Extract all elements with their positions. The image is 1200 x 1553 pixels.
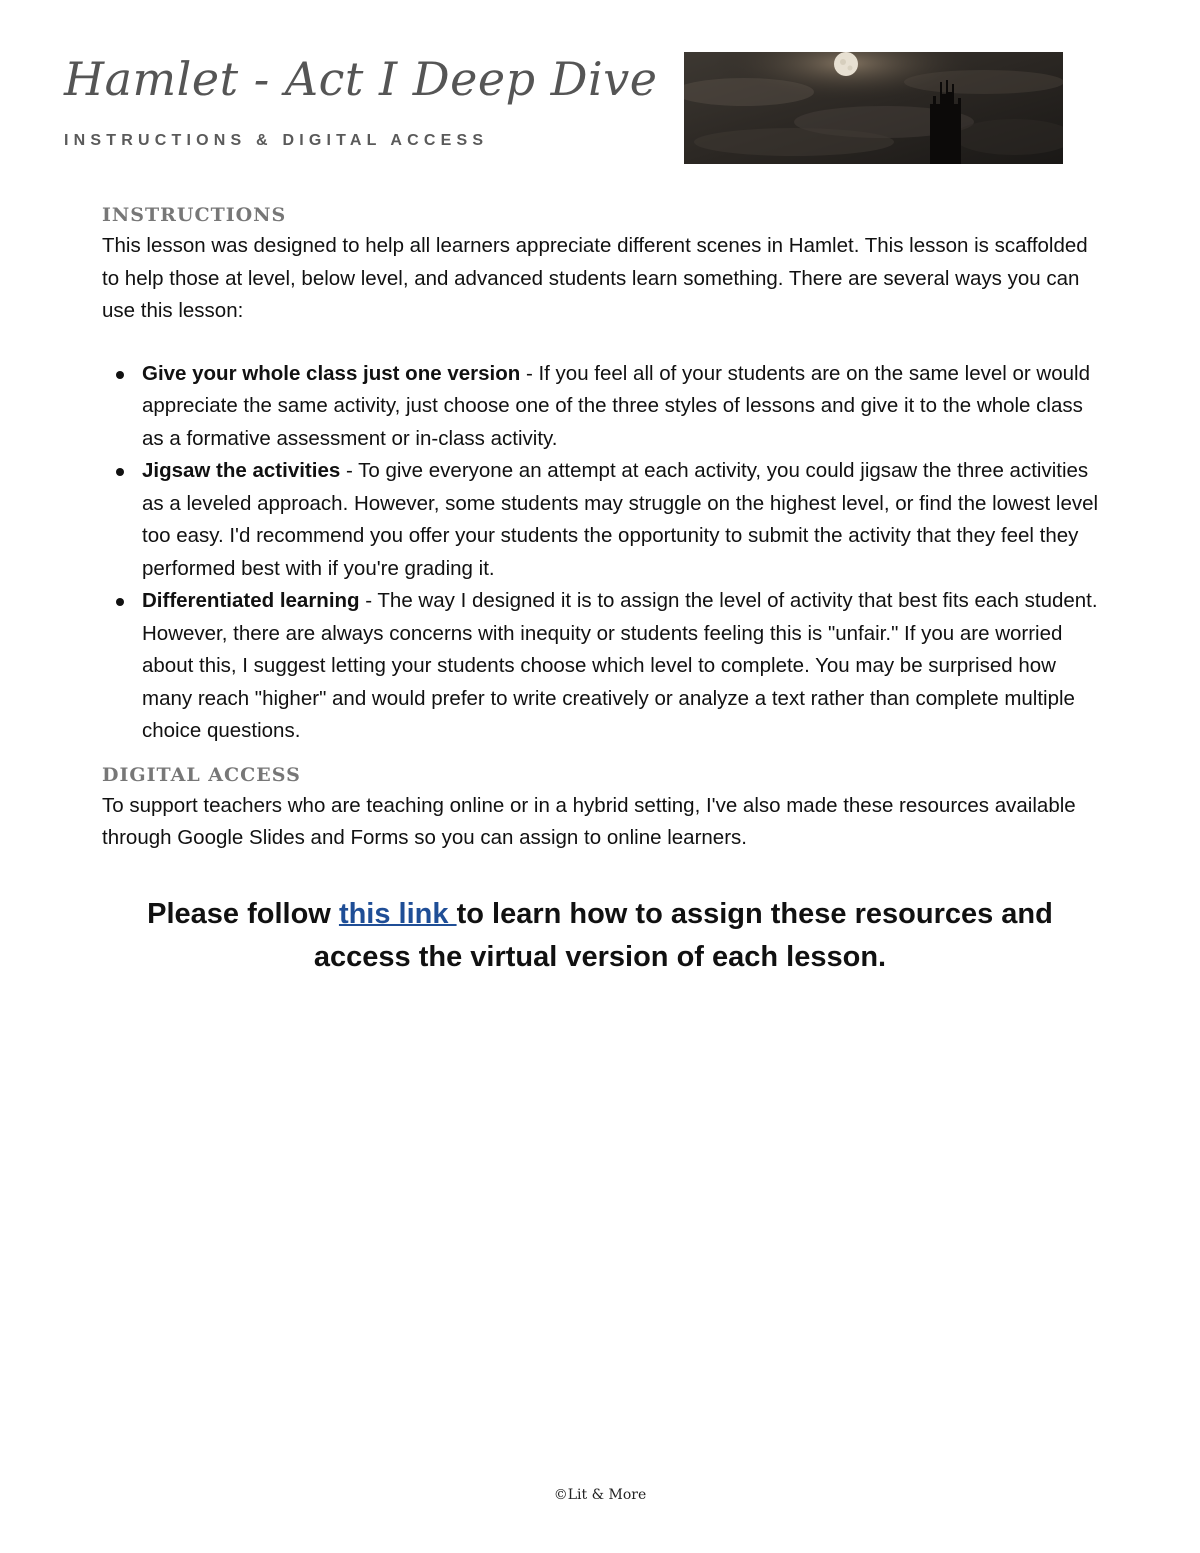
list-item xyxy=(142,358,1102,456)
night-sky-moon-castle-photo xyxy=(684,52,1063,164)
page-subtitle: INSTRUCTIONS & DIGITAL ACCESS xyxy=(64,132,489,149)
list-item-label: Give your whole class just one version xyxy=(142,361,521,385)
list-item-label: Jigsaw the activities xyxy=(142,459,341,482)
bullet-icon xyxy=(116,468,124,476)
callout-after: to learn how to assign these resources and access the virtual version of each lesson. xyxy=(313,898,1053,973)
list-item-text: - To give everyone an attempt at each activity, you could jigsaw the three activities as a leveled approach. However, some students may struggle on the highest level, or find the lowest level too easy. I'd recommend you offer your students the opportunity to submit the activity that they feel they performed best with if you're grading it. xyxy=(142,459,1099,580)
copyright-footer: ©Lit & More xyxy=(553,1487,647,1503)
list-item-text: - The way I designed it is to assign the level of activity that best fits each student. However, there are always concerns with inequity or students feeling this is "unfair." If you are worried about this, I suggest letting your students choose which level to complete. You may be surprised how many reach "higher" and would prefer to write creatively or analyze a text rather than complete multiple choice questions. xyxy=(142,589,1098,742)
list-item xyxy=(142,585,1102,748)
page-title: Hamlet - Act I Deep Dive xyxy=(64,52,658,106)
list-item xyxy=(142,455,1102,585)
instructions-intro: This lesson was designed to help all learners appreciate different scenes in Hamlet. This lesson is scaffolded to help those at level, below level, and advanced students learn something. There are several ways you can use this lesson: xyxy=(102,234,1088,322)
instructions-list xyxy=(102,358,1102,748)
instructions-heading: INSTRUCTIONS xyxy=(102,204,287,226)
bullet-icon xyxy=(116,371,124,379)
list-item-label: Differentiated learning xyxy=(142,589,360,612)
callout-before: Please follow xyxy=(147,898,339,930)
resource-link[interactable]: this link xyxy=(338,898,457,930)
digital-access-text: To support teachers who are teaching online or in a hybrid setting, I've also made these resources available through Google Slides and Forms so you can assign to online learners. xyxy=(102,793,1076,849)
list-item-text: - If you feel all of your students are on the same level or would appreciate the same activity, just choose one of the three styles of lessons and give it to the whole class as a formative assessment or in-class activity. xyxy=(142,361,1090,450)
callout-message xyxy=(100,893,1100,979)
digital-access-heading: DIGITAL ACCESS xyxy=(102,763,301,786)
bullet-icon xyxy=(116,598,124,606)
main-content xyxy=(102,200,1102,855)
